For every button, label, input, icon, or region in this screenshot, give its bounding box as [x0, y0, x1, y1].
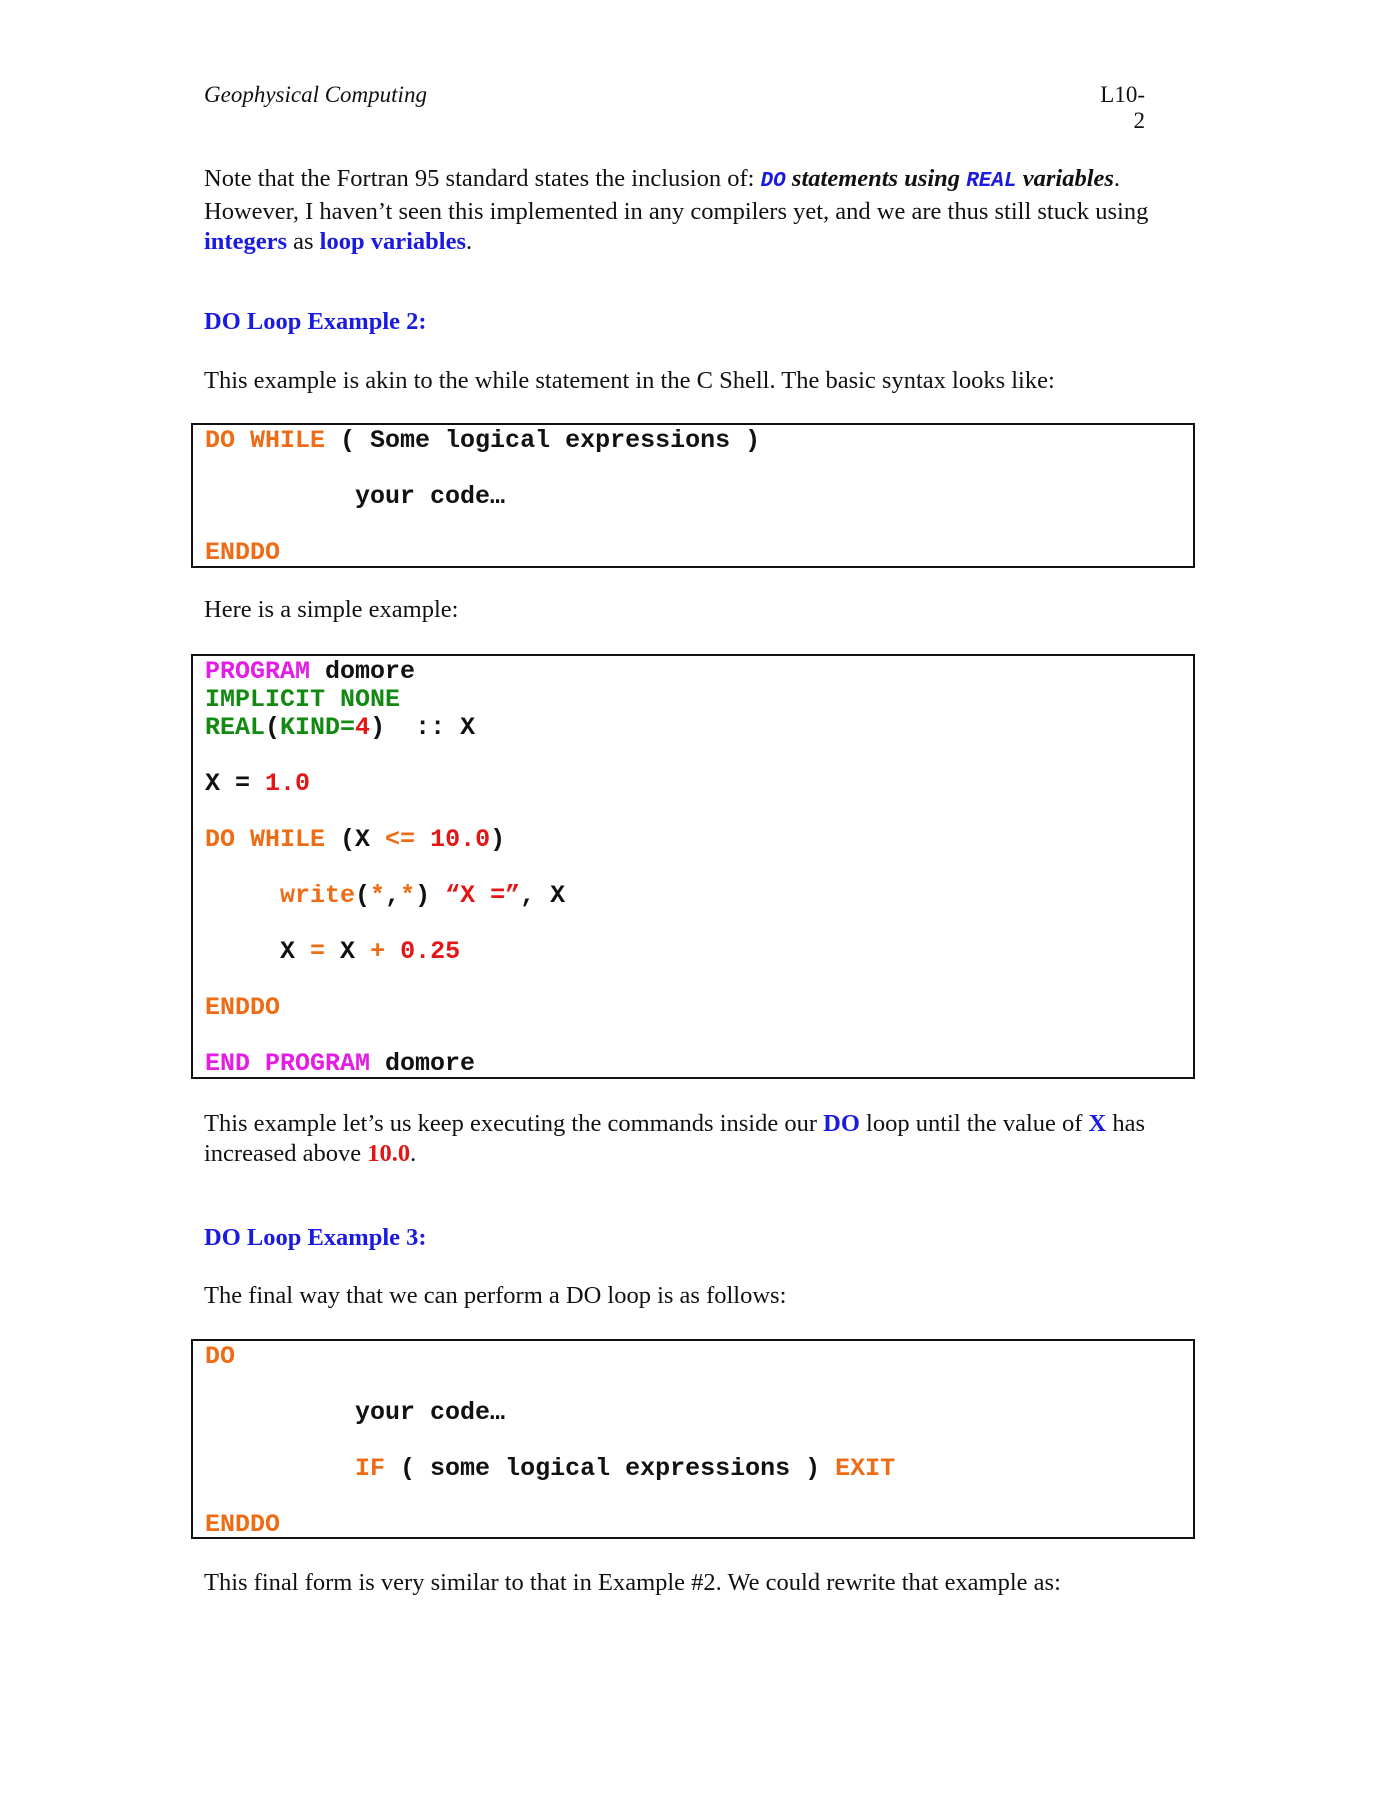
code-line	[205, 539, 1193, 567]
code-line	[205, 994, 1193, 1022]
text-segment: )	[490, 825, 506, 854]
example-2-explanation	[204, 1109, 1194, 1169]
text-segment: variables	[1016, 165, 1114, 192]
text-segment: This example is akin to the while statement in the C Shell. The basic syntax looks like:	[204, 367, 1055, 394]
text-segment: write	[280, 881, 356, 910]
text-segment: IMPLICIT NONE	[205, 685, 401, 714]
simple-example-intro	[204, 595, 1194, 625]
text-segment: has increased above	[204, 1110, 1146, 1167]
text-segment: X	[1088, 1110, 1107, 1137]
text-segment: KIND=	[280, 713, 356, 742]
code-line	[205, 742, 1193, 770]
code-line	[205, 483, 1193, 511]
text-segment: your code…	[205, 482, 506, 511]
code-line	[205, 686, 1193, 714]
code-line	[205, 910, 1193, 938]
text-segment: 10.0	[367, 1140, 411, 1167]
code-line	[205, 798, 1193, 826]
code-block-do-while-syntax	[191, 423, 1195, 568]
text-segment: (	[265, 713, 281, 742]
code-line	[205, 1022, 1193, 1050]
code-line	[205, 714, 1193, 742]
closing-paragraph	[204, 1568, 1194, 1598]
text-segment: integers	[204, 228, 287, 255]
text-segment: X	[325, 937, 371, 966]
code-line	[205, 966, 1193, 994]
code-line	[205, 511, 1193, 539]
example-3-intro	[204, 1281, 1194, 1311]
code-block-domore	[191, 654, 1195, 1079]
text-segment: IF	[355, 1454, 386, 1483]
text-segment: as	[287, 228, 320, 255]
text-segment: ENDDO	[205, 538, 281, 567]
code-line	[205, 427, 1193, 455]
text-segment: . However, I haven’t seen this implemented in any compilers yet, and we are thus still stuck using	[204, 165, 1149, 225]
text-segment: ( some logical expressions )	[385, 1454, 836, 1483]
text-segment: )	[415, 881, 446, 910]
text-segment: DO	[823, 1110, 860, 1137]
code-line	[205, 882, 1193, 910]
text-segment: EXIT	[835, 1454, 896, 1483]
code-line	[205, 658, 1193, 686]
text-segment: *	[400, 881, 416, 910]
text-segment: The final way that we can perform a DO loop is as follows:	[204, 1282, 787, 1309]
text-segment: , X	[520, 881, 566, 910]
code-line	[205, 1427, 1193, 1455]
text-segment: DO	[205, 1342, 236, 1371]
text-segment: domore	[370, 1049, 476, 1078]
code-line	[205, 770, 1193, 798]
text-segment: *	[370, 881, 386, 910]
text-segment	[205, 1454, 355, 1483]
text-segment: .	[410, 1140, 417, 1167]
code-line	[205, 854, 1193, 882]
text-segment: 1.0	[265, 769, 311, 798]
text-segment: your code…	[205, 1398, 506, 1427]
code-line	[205, 938, 1193, 966]
text-segment: Note that the Fortran 95 standard states the inclusion of:	[204, 165, 761, 192]
code-line	[205, 1483, 1193, 1511]
text-segment	[205, 881, 280, 910]
text-segment: (X	[325, 825, 386, 854]
running-header-title: Geophysical Computing	[204, 82, 427, 107]
code-line	[205, 1399, 1193, 1427]
text-segment: (	[355, 881, 371, 910]
text-segment: 0.25	[385, 937, 461, 966]
text-segment: statements using	[785, 165, 967, 192]
text-segment: END PROGRAM	[205, 1049, 371, 1078]
text-segment: REAL	[966, 170, 1017, 193]
intro-paragraph	[204, 164, 1194, 257]
example-2-intro	[204, 366, 1194, 396]
text-segment: X	[205, 937, 311, 966]
text-segment: This example let’s us keep executing the commands inside our	[204, 1110, 824, 1137]
text-segment: ( Some logical expressions )	[325, 426, 761, 455]
text-segment: DO WHILE	[205, 426, 326, 455]
text-segment: PROGRAM	[205, 657, 311, 686]
text-segment: =	[310, 937, 326, 966]
text-segment: This final form is very similar to that in Example #2. We could rewrite that example as:	[204, 1569, 1061, 1596]
text-segment: loop until the value of	[859, 1110, 1089, 1137]
code-line	[205, 455, 1193, 483]
code-line	[205, 1371, 1193, 1399]
text-segment: DO WHILE	[205, 825, 326, 854]
text-segment: “X =”	[445, 881, 521, 910]
text-segment: ENDDO	[205, 993, 281, 1022]
text-segment: .	[466, 228, 473, 255]
code-line	[205, 1343, 1193, 1371]
text-segment: +	[370, 937, 386, 966]
code-line	[205, 1455, 1193, 1483]
text-segment: loop variables	[319, 228, 467, 255]
heading-example-2: DO Loop Example 2:	[204, 308, 427, 335]
text-segment: 10.0	[415, 825, 491, 854]
code-line	[205, 1050, 1193, 1078]
code-line	[205, 826, 1193, 854]
text-segment: X =	[205, 769, 266, 798]
code-block-do-exit-syntax	[191, 1339, 1195, 1539]
text-segment: ) :: X	[370, 713, 476, 742]
text-segment: ENDDO	[205, 1510, 281, 1539]
heading-example-3: DO Loop Example 3:	[204, 1224, 427, 1251]
text-segment: ,	[385, 881, 401, 910]
code-line	[205, 1511, 1193, 1539]
page-number: L10-2	[1100, 82, 1145, 133]
text-segment: REAL	[205, 713, 266, 742]
text-segment: <=	[385, 825, 416, 854]
text-segment: domore	[310, 657, 416, 686]
text-segment: 4	[355, 713, 371, 742]
text-segment: Here is a simple example:	[204, 596, 459, 623]
text-segment: DO	[760, 170, 786, 193]
